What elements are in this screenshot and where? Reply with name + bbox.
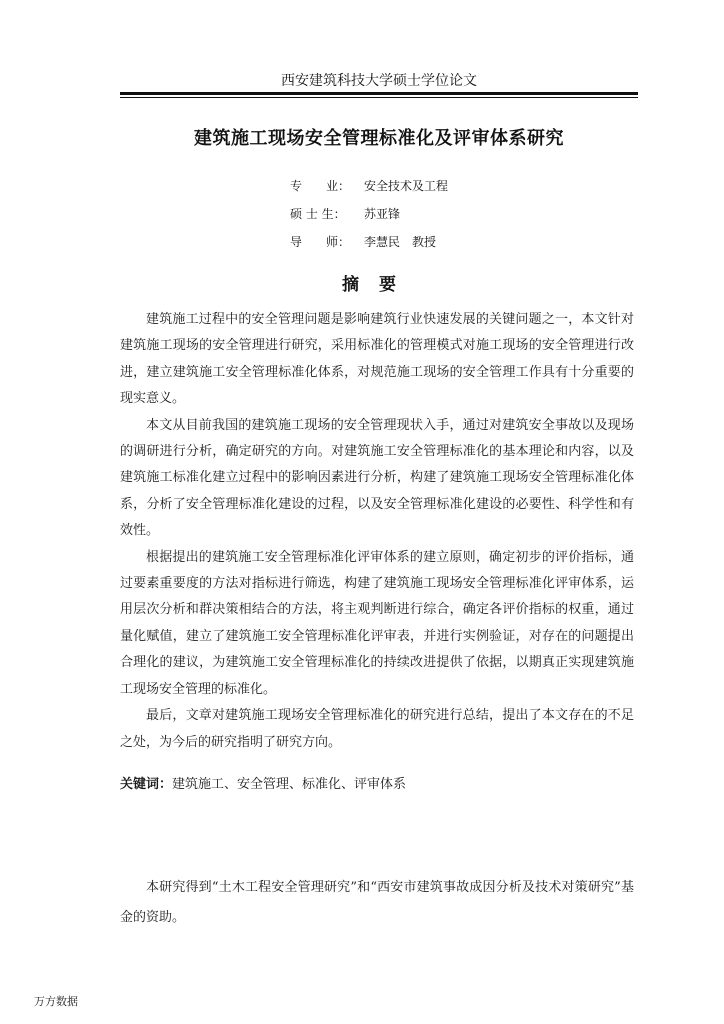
keywords-value: 建筑施工、安全管理、标准化、评审体系 <box>172 777 407 792</box>
header-rule-thick <box>120 92 638 95</box>
meta-label-student: 硕 士 生： <box>290 207 346 221</box>
meta-row-major <box>290 176 448 204</box>
abstract-heading: 摘要 <box>342 275 416 295</box>
meta-value-major: 安全技术及工程 <box>364 179 449 193</box>
meta-value-student: 苏亚锋 <box>364 207 401 221</box>
meta-row-student <box>290 204 448 232</box>
abstract-body <box>120 307 634 756</box>
wanfang-watermark: 万方数据 <box>34 995 78 1008</box>
funding-note: 本研究得到“土木工程安全管理研究”和“西安市建筑事故成因分析及技术对策研究”基金的资助。 <box>120 880 634 925</box>
header-rule-thin <box>120 97 638 98</box>
abstract-paragraph: 最后，文章对建筑施工现场安全管理标准化的研究进行总结，提出了本文存在的不足之处，为今后的研究指明了研究方向。 <box>120 708 634 750</box>
meta-label-major: 专 业： <box>290 179 351 193</box>
meta-value-advisor: 李慧民 教授 <box>364 235 437 249</box>
abstract-paragraph: 建筑施工过程中的安全管理问题是影响建筑行业快速发展的关键问题之一，本文针对建筑施工现场的安全管理进行研究，采用标准化的管理模式对施工现场的安全管理进行改进，建立建筑施工安全管理标准化体系，对规范施工现场的安全管理工作具有十分重要的现实意义。 <box>120 312 634 407</box>
thesis-meta-block <box>290 176 448 260</box>
meta-label-advisor: 导 师： <box>290 235 351 249</box>
meta-row-advisor <box>290 232 448 260</box>
abstract-paragraph: 本文从目前我国的建筑施工现场的安全管理现状入手，通过对建筑安全事故以及现场的调研进行分析，确定研究的方向。对建筑施工安全管理标准化的基本理论和内容，以及建筑施工标准化建立过程中的影响因素进行分析，构建了建筑施工现场安全管理标准化体系，分析了安全管理标准化建设的过程，以及安全管理标准化建设的必要性、科学性和有效性。 <box>120 417 634 539</box>
running-header-text: 西安建筑科技大学硕士学位论文 <box>281 73 477 89</box>
keywords-label: 关键词： <box>120 777 173 792</box>
thesis-title: 建筑施工现场安全管理标准化及评审体系研究 <box>194 128 564 149</box>
abstract-paragraph: 根据提出的建筑施工安全管理标准化评审体系的建立原则，确定初步的评价指标，通过要素重要度的方法对指标进行筛选，构建了建筑施工现场安全管理标准化评审体系，运用层次分析和群决策相结合的方法，将主观判断进行综合，确定各评价指标的权重，通过量化赋值，建立了建筑施工安全管理标准化评审表，并进行实例验证，对存在的问题提出合理化的建议，为建筑施工安全管理标准化的持续改进提供了依据，以期真正实现建筑施工现场安全管理的标准化。 <box>120 549 634 697</box>
running-header <box>120 70 638 90</box>
keywords-line <box>120 773 634 797</box>
